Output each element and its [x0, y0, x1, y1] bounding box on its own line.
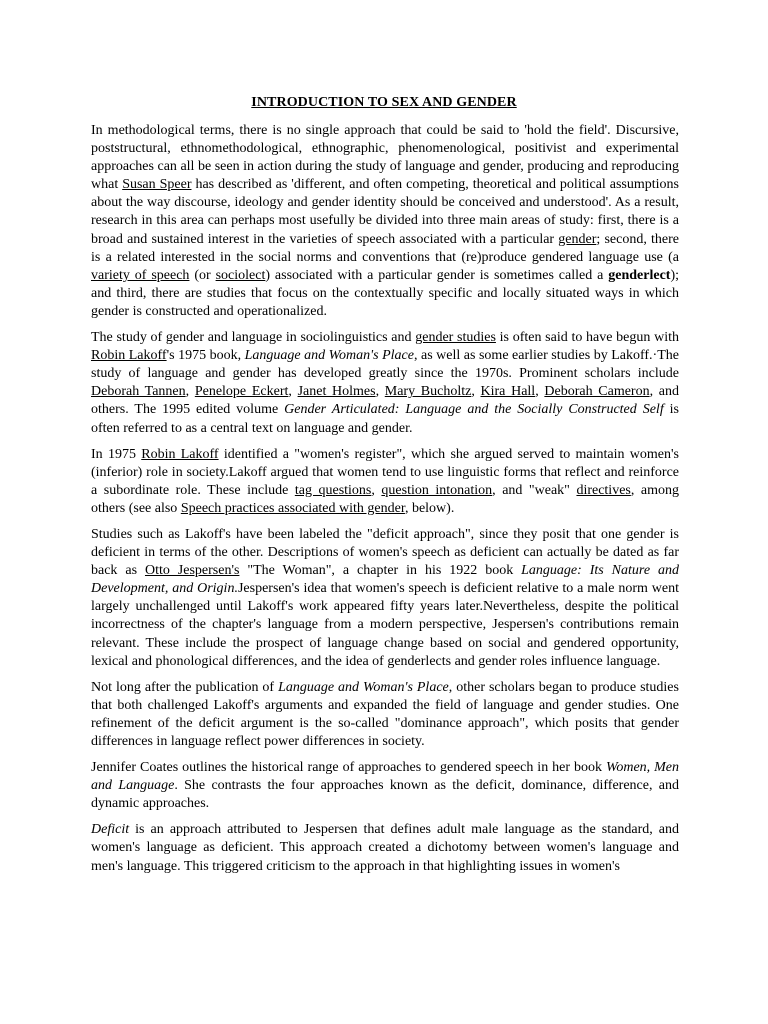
text-run: is often referred to as a central text on language and gender. — [91, 402, 679, 436]
text-run: . She contrasts the four approaches known as the deficit, dominance, difference, and dynamic approaches. — [91, 778, 679, 812]
link-susan-speer[interactable]: Susan Speer — [122, 177, 192, 193]
text-run: "The Woman", a chapter in his 1922 book — [239, 563, 522, 579]
paragraph-dominance-approach — [91, 679, 679, 751]
link-tag-questions[interactable]: tag questions — [294, 482, 372, 498]
link-kira-hall[interactable]: Kira Hall — [480, 384, 536, 400]
book-title: Language: Its Nature and Development, and Origin. — [91, 563, 679, 597]
link-otto-jespersen[interactable]: Otto Jespersen's — [144, 563, 240, 579]
term-genderlect: genderlect — [608, 267, 671, 283]
link-penelope-eckert[interactable]: Penelope Eckert — [194, 384, 289, 400]
document-title: INTRODUCTION TO SEX AND GENDER — [251, 95, 517, 110]
link-variety-of-speech[interactable]: variety of speech — [91, 267, 190, 283]
link-sociolect[interactable]: sociolect — [215, 267, 266, 283]
text-run: , among others (see also — [91, 482, 679, 516]
text-run: , below). — [404, 500, 455, 516]
text-run: Jennifer Coates outlines the historical range of approaches to gendered speech in her book — [91, 760, 606, 776]
text-run: ) associated with a particular gender is sometimes called a — [265, 267, 609, 283]
term-deficit: Deficit — [91, 822, 130, 838]
paragraph-womens-register — [91, 446, 679, 518]
book-title: Women, Men and Language — [91, 760, 679, 794]
link-janet-holmes[interactable]: Janet Holmes — [297, 384, 376, 400]
link-robin-lakoff[interactable]: Robin Lakoff — [91, 348, 167, 364]
text-run: identified a "women's register", which she argued served to maintain women's (inferior) role in society.Lakoff argued that women tend to use linguistic forms that reflect and reinforce a subordinate role. These include — [91, 446, 679, 498]
text-run: , — [535, 384, 545, 400]
text-run: , other scholars began to produce studies that both challenged Lakoff's arguments and expanded the field of language and gender studies. One refinement of the deficit argument is the so-called "dominance approach", which posits that gender differences in language reflect power differences in society. — [91, 679, 679, 749]
text-run: , — [371, 482, 382, 498]
text-run: Studies such as Lakoff's have been labeled the "deficit approach", since they posit that one gender is deficient in terms of the other. Descriptions of women's speech as deficient can actually be dated as far back as — [91, 526, 679, 579]
text-run: has described as 'different, and often competing, theoretical and political assumptions about the way discourse, ideology and gender identity should be conceived and understood'. As a result, research in this area can perhaps most usefully be divided into three main areas of study: first, there is a broad and sustained interest in the varieties of speech associated with a particular — [91, 177, 679, 247]
link-gender-studies[interactable]: gender studies — [415, 330, 496, 346]
text-run: , — [471, 384, 481, 400]
text-run: , as well as some earlier studies by Lakoff.·The study of language and gender has developed greatly since the 1970s. Prominent scholars include — [91, 348, 679, 382]
paragraph-deficit-approach — [91, 526, 679, 671]
text-run: (or — [189, 267, 216, 283]
text-run: In 1975 — [91, 446, 142, 462]
link-gender[interactable]: gender — [558, 231, 597, 247]
text-run: In methodological terms, there is no single approach that could be said to 'hold the field'. Discursive, poststructural, ethnomethodological, ethnographic, phenomenological, positivist and experimental approaches can all be seen in action during the study of language and gender, producing and reproducing what — [91, 123, 679, 193]
link-directives[interactable]: directives — [576, 482, 631, 498]
text-run: ; second, there is a related interested in the social norms and conventions that (re)produce gendered language use (a — [91, 231, 679, 265]
text-run: is often said to have begun with — [495, 330, 679, 346]
text-run: The study of gender and language in sociolinguistics and — [91, 330, 416, 346]
paragraph-coates — [91, 759, 679, 813]
text-run: Not long after the publication of — [91, 679, 279, 695]
text-run: , and "weak" — [492, 482, 577, 498]
link-speech-practices[interactable]: Speech practices associated with gender — [180, 500, 405, 516]
text-run: ); and third, there are studies that focus on the contextually specific and locally situated ways in which gender is constructed and operationalized. — [91, 267, 680, 319]
link-deborah-cameron[interactable]: Deborah Cameron — [544, 384, 650, 400]
paragraph-deficit-definition — [91, 821, 679, 875]
paragraph-history — [91, 329, 679, 438]
book-title: Gender Articulated: Language and the Socially Constructed Self — [284, 402, 664, 418]
paragraph-methodology — [91, 122, 679, 321]
text-run: , — [288, 384, 298, 400]
text-run: is an approach attributed to Jespersen that defines adult male language as the standard, and women's language as deficient. This approach created a dichotomy between women's language and men's language. This triggered criticism to the approach in that highlighting issues in women's — [91, 822, 679, 874]
link-question-intonation[interactable]: question intonation — [381, 482, 493, 498]
book-title: Language and Woman's Place — [244, 348, 414, 364]
link-mary-bucholtz[interactable]: Mary Bucholtz — [384, 384, 472, 400]
book-title: Language and Woman's Place — [278, 679, 449, 695]
link-deborah-tannen[interactable]: Deborah Tannen — [91, 384, 186, 400]
text-run: 's 1975 book, — [166, 348, 245, 364]
text-run: , and others. The 1995 edited volume — [91, 384, 679, 418]
document-body — [91, 122, 679, 876]
text-run: , — [375, 384, 385, 400]
link-robin-lakoff[interactable]: Robin Lakoff — [141, 446, 219, 462]
text-run: , — [185, 384, 195, 400]
text-run: Jespersen's idea that women's speech is deficient relative to a male norm went largely unchallenged until Lakoff's work appeared fifty years later.Nevertheless, despite the political incorrectness of the chapter's language from a modern perspective, Jespersen's contributions remain relevant. These include the prospect of language change based on social and gendered opportunity, lexical and phonological differences, and the idea of genderlects and gender roles influence language. — [91, 581, 679, 669]
